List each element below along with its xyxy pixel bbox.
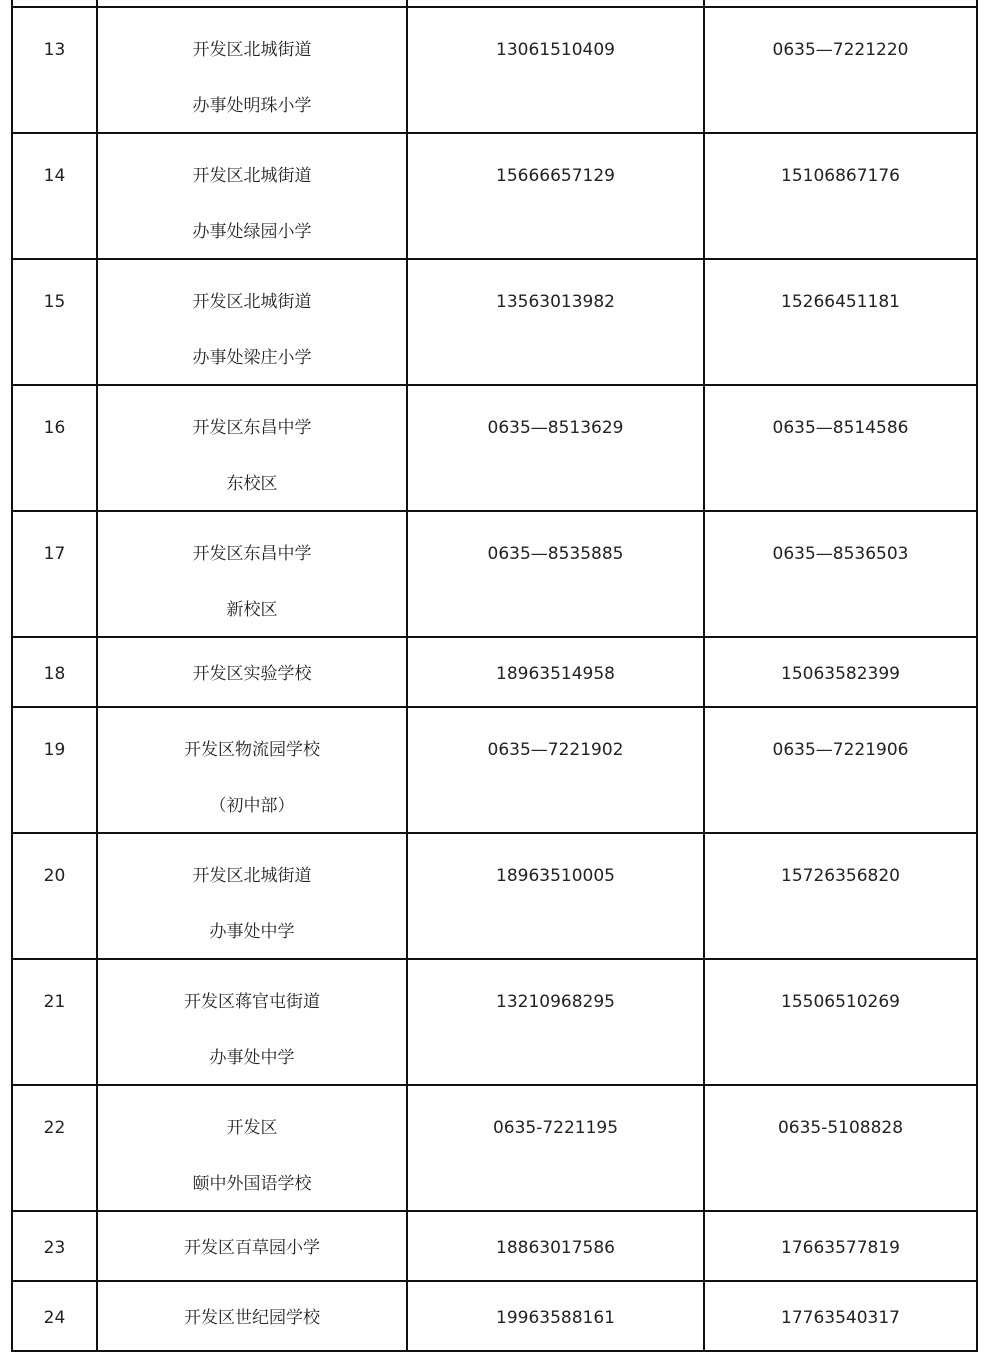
table-row: [12, 385, 977, 511]
phone-1-cell: [407, 707, 704, 833]
school-name-cell: [97, 385, 407, 511]
row-number-cell: [12, 259, 97, 385]
school-name-cell: [97, 833, 407, 959]
phone-1-cell-text: 18963514958: [496, 664, 615, 684]
phone-2-cell: [704, 707, 977, 833]
phone-1-cell-text: 0635-7221195: [492, 1118, 619, 1138]
row-number-cell: [12, 1211, 97, 1281]
school-name-cell-text: 开发区百草园小学: [184, 1238, 320, 1258]
phone-2-cell-text: 0635—8514586: [772, 418, 909, 438]
row-number-cell: [12, 959, 97, 1085]
phone-2-cell: [704, 133, 977, 259]
table-cell: [12, 0, 97, 7]
phone-2-cell-text: 15063582399: [781, 664, 900, 684]
phone-1-cell: [407, 1211, 704, 1281]
school-name-cell: [97, 1085, 407, 1211]
phone-2-cell-text: 17663577819: [781, 1238, 900, 1258]
table-row: [12, 1211, 977, 1281]
school-name-cell-text: 开发区北城街道: [192, 866, 312, 886]
school-name-cell-text: 东校区: [226, 474, 278, 494]
phone-2-cell-text: 17763540317: [781, 1308, 900, 1328]
row-number-cell-text: 21: [43, 992, 66, 1012]
school-name-cell: [97, 707, 407, 833]
school-name-cell-text: 开发区北城街道: [192, 292, 312, 312]
school-name-cell-text: 新校区: [226, 600, 278, 620]
row-number-cell-text: 24: [43, 1308, 66, 1328]
phone-2-cell-text: 15726356820: [781, 866, 900, 886]
row-number-cell: [12, 133, 97, 259]
row-number-cell-text: 22: [43, 1118, 66, 1138]
phone-1-cell: [407, 1281, 704, 1351]
phone-1-cell-text: 18863017586: [496, 1238, 615, 1258]
phone-2-cell-text: 15506510269: [781, 992, 900, 1012]
phone-1-cell: [407, 1085, 704, 1211]
phone-1-cell: [407, 133, 704, 259]
phone-1-cell: [407, 637, 704, 707]
row-number-cell-text: 13: [43, 40, 66, 60]
school-name-cell-text: 颐中外国语学校: [192, 1174, 312, 1194]
row-number-cell-text: 17: [43, 544, 66, 564]
school-name-cell-text: 开发区实验学校: [192, 664, 312, 684]
phone-1-cell-text: 13210968295: [496, 992, 615, 1012]
phone-2-cell: [704, 385, 977, 511]
phone-2-cell-text: 0635—7221906: [772, 740, 909, 760]
table-row-top-edge: [12, 0, 977, 7]
row-number-cell-text: 16: [43, 418, 66, 438]
row-number-cell: [12, 637, 97, 707]
school-name-cell-text: 开发区北城街道: [192, 166, 312, 186]
row-number-cell-text: 14: [43, 166, 66, 186]
row-number-cell: [12, 1085, 97, 1211]
table-cell: [704, 0, 977, 7]
contact-table: [11, 0, 978, 1352]
table-row: [12, 833, 977, 959]
table-row: [12, 637, 977, 707]
contact-table-body: [12, 0, 977, 1351]
school-name-cell: [97, 7, 407, 133]
school-name-cell-text: 办事处中学: [209, 922, 295, 942]
row-number-cell-text: 18: [43, 664, 66, 684]
phone-2-cell-text: 15266451181: [781, 292, 900, 312]
phone-1-cell: [407, 7, 704, 133]
table-row: [12, 1085, 977, 1211]
phone-1-cell-text: 0635—8513629: [487, 418, 624, 438]
row-number-cell: [12, 707, 97, 833]
school-name-cell-text: 办事处绿园小学: [192, 222, 312, 242]
school-name-cell-text: （初中部）: [209, 796, 295, 816]
phone-1-cell-text: 19963588161: [496, 1308, 615, 1328]
phone-2-cell: [704, 511, 977, 637]
school-name-cell: [97, 1281, 407, 1351]
school-name-cell-text: 开发区: [226, 1118, 278, 1138]
phone-2-cell: [704, 637, 977, 707]
row-number-cell-text: 20: [43, 866, 66, 886]
phone-2-cell: [704, 1281, 977, 1351]
school-name-cell: [97, 1211, 407, 1281]
school-name-cell: [97, 133, 407, 259]
school-name-cell-text: 开发区东昌中学: [192, 418, 312, 438]
row-number-cell-text: 19: [43, 740, 66, 760]
row-number-cell: [12, 7, 97, 133]
phone-2-cell: [704, 1085, 977, 1211]
phone-1-cell-text: 13061510409: [496, 40, 615, 60]
school-name-cell: [97, 511, 407, 637]
phone-2-cell: [704, 7, 977, 133]
row-number-cell: [12, 833, 97, 959]
phone-1-cell-text: 0635—8535885: [487, 544, 624, 564]
school-name-cell: [97, 959, 407, 1085]
row-number-cell: [12, 385, 97, 511]
table-row: [12, 7, 977, 133]
table-cell: [407, 0, 704, 7]
phone-1-cell: [407, 259, 704, 385]
phone-1-cell: [407, 959, 704, 1085]
phone-2-cell: [704, 833, 977, 959]
phone-2-cell: [704, 1211, 977, 1281]
school-name-cell: [97, 259, 407, 385]
school-name-cell: [97, 637, 407, 707]
table-row: [12, 133, 977, 259]
phone-1-cell: [407, 833, 704, 959]
phone-1-cell-text: 18963510005: [496, 866, 615, 886]
phone-2-cell: [704, 259, 977, 385]
table-row: [12, 959, 977, 1085]
phone-2-cell-text: 0635—7221220: [772, 40, 909, 60]
table-cell: [97, 0, 407, 7]
phone-2-cell-text: 15106867176: [781, 166, 900, 186]
row-number-cell: [12, 511, 97, 637]
row-number-cell: [12, 1281, 97, 1351]
table-row: [12, 707, 977, 833]
phone-2-cell: [704, 959, 977, 1085]
school-name-cell-text: 开发区世纪园学校: [184, 1308, 320, 1328]
school-name-cell-text: 开发区蒋官屯街道: [184, 992, 320, 1012]
school-name-cell-text: 办事处明珠小学: [192, 96, 312, 116]
phone-2-cell-text: 0635—8536503: [772, 544, 909, 564]
table-row: [12, 259, 977, 385]
phone-2-cell-text: 0635-5108828: [777, 1118, 904, 1138]
phone-1-cell-text: 0635—7221902: [487, 740, 624, 760]
table-row: [12, 511, 977, 637]
school-name-cell-text: 办事处中学: [209, 1048, 295, 1068]
row-number-cell-text: 23: [43, 1238, 66, 1258]
phone-1-cell: [407, 511, 704, 637]
table-row: [12, 1281, 977, 1351]
school-name-cell-text: 开发区北城街道: [192, 40, 312, 60]
school-name-cell-text: 开发区东昌中学: [192, 544, 312, 564]
school-name-cell-text: 开发区物流园学校: [184, 740, 320, 760]
school-name-cell-text: 办事处梁庄小学: [192, 348, 312, 368]
row-number-cell-text: 15: [43, 292, 66, 312]
phone-1-cell-text: 15666657129: [496, 166, 615, 186]
phone-1-cell-text: 13563013982: [496, 292, 615, 312]
phone-1-cell: [407, 385, 704, 511]
